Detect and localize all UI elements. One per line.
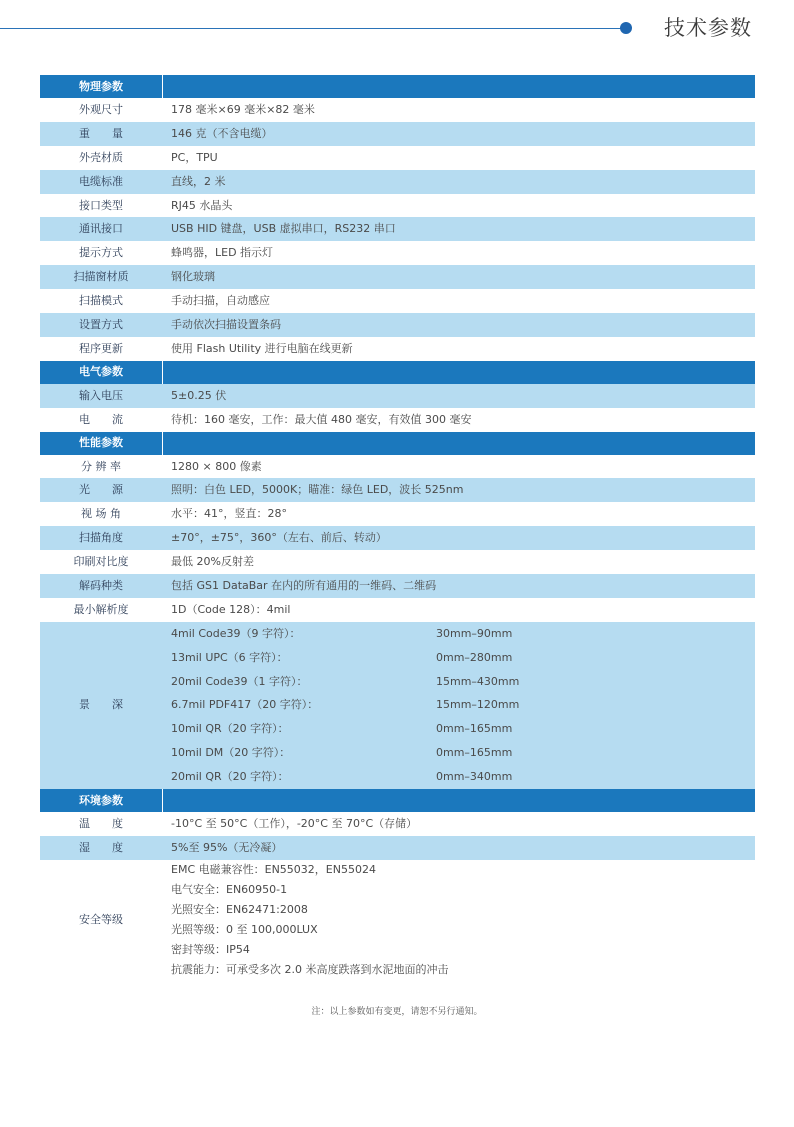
row-label: 扫描角度	[40, 526, 162, 550]
row-label: 电缆标准	[40, 170, 162, 194]
page-title: 技术参数	[664, 16, 752, 40]
header-rule	[0, 28, 622, 29]
table-row	[40, 98, 755, 122]
depth-code: 4mil Code39（9 字符）：	[171, 626, 301, 640]
safety-line: EMC 电磁兼容性：EN55032，EN55024	[171, 862, 376, 876]
table-row	[40, 812, 755, 836]
safety-line: 电气安全：EN60950-1	[171, 882, 288, 896]
row-label: 输入电压	[40, 384, 162, 408]
row-label: 扫描窗材质	[40, 265, 162, 289]
row-label: 外壳材质	[40, 146, 162, 170]
row-value: 146 克（不含电缆）	[163, 122, 755, 146]
depth-code: 10mil DM（20 字符）：	[171, 746, 291, 760]
table-row	[40, 550, 755, 574]
safety-row	[40, 860, 755, 980]
depth-item	[171, 693, 755, 717]
depth-range: 0mm–165mm	[436, 746, 513, 760]
row-value: 最低 20%反射差	[163, 550, 755, 574]
table-row	[40, 289, 755, 313]
safety-line: 光照安全：EN62471:2008	[171, 902, 308, 916]
row-value: 1280 × 800 像素	[163, 455, 755, 479]
footnote: 注：以上参数如有变更，请恕不另行通知。	[311, 1007, 483, 1017]
row-label: 通讯接口	[40, 217, 162, 241]
section-title: 物理参数	[40, 75, 162, 98]
table-row	[40, 836, 755, 860]
section-title: 性能参数	[40, 432, 162, 455]
row-label: 安全等级	[40, 860, 162, 980]
row-value: 手动依次扫描设置条码	[163, 313, 755, 337]
table-row	[40, 146, 755, 170]
depth-range: 30mm–90mm	[436, 626, 513, 640]
section-header-environment	[40, 789, 755, 812]
spec-table	[40, 75, 755, 980]
table-row	[40, 455, 755, 479]
depth-item	[171, 622, 755, 646]
row-label: 温 度	[40, 812, 162, 836]
row-value: PC，TPU	[163, 146, 755, 170]
depth-item	[171, 670, 755, 694]
depth-item	[171, 646, 755, 670]
safety-line: 光照等级：0 至 100,000LUX	[171, 922, 318, 936]
row-value: 178 毫米×69 毫米×82 毫米	[163, 98, 755, 122]
depth-code: 6.7mil PDF417（20 字符）：	[171, 698, 319, 712]
row-value: 1D（Code 128）：4mil	[163, 598, 755, 622]
table-row	[40, 502, 755, 526]
depth-code: 20mil QR（20 字符）：	[171, 770, 289, 784]
row-label: 接口类型	[40, 194, 162, 218]
row-value: 手动扫描，自动感应	[163, 289, 755, 313]
depth-range: 0mm–280mm	[436, 650, 513, 664]
section-header-electrical	[40, 361, 755, 384]
safety-line: 密封等级：IP54	[171, 942, 250, 956]
depth-range: 0mm–165mm	[436, 722, 513, 736]
row-label: 解码种类	[40, 574, 162, 598]
depth-code: 13mil UPC（6 字符）：	[171, 650, 288, 664]
depth-of-field-values	[163, 622, 755, 789]
depth-range: 15mm–120mm	[436, 698, 520, 712]
depth-of-field-row	[40, 622, 755, 789]
table-row	[40, 574, 755, 598]
section-title: 环境参数	[40, 789, 162, 812]
depth-item	[171, 741, 755, 765]
row-value: ±70°，±75°，360°（左右、前后、转动）	[163, 526, 755, 550]
row-label: 外观尺寸	[40, 98, 162, 122]
row-label: 光 源	[40, 478, 162, 502]
section-title: 电气参数	[40, 361, 162, 384]
row-value: 使用 Flash Utility 进行电脑在线更新	[163, 337, 755, 361]
table-row	[40, 598, 755, 622]
row-value: 待机：160 毫安，工作：最大值 480 毫安，有效值 300 毫安	[163, 408, 755, 432]
table-row	[40, 337, 755, 361]
row-value: 直线，2 米	[163, 170, 755, 194]
row-label: 分 辨 率	[40, 455, 162, 479]
depth-code: 20mil Code39（1 字符）：	[171, 674, 308, 688]
depth-range: 15mm–430mm	[436, 674, 520, 688]
safety-line: 抗震能力：可承受多次 2.0 米高度跌落到水泥地面的冲击	[171, 962, 449, 976]
depth-item	[171, 717, 755, 741]
row-value: 钢化玻璃	[163, 265, 755, 289]
row-label: 重 量	[40, 122, 162, 146]
row-label: 提示方式	[40, 241, 162, 265]
row-value: 包括 GS1 DataBar 在内的所有通用的一维码、二维码	[163, 574, 755, 598]
depth-range: 0mm–340mm	[436, 770, 513, 784]
header-dot	[620, 22, 632, 34]
section-header-physical	[40, 75, 755, 98]
table-row	[40, 241, 755, 265]
row-label: 程序更新	[40, 337, 162, 361]
row-label: 印刷对比度	[40, 550, 162, 574]
row-value: RJ45 水晶头	[163, 194, 755, 218]
table-row	[40, 384, 755, 408]
row-label: 视 场 角	[40, 502, 162, 526]
table-row	[40, 122, 755, 146]
row-label: 最小解析度	[40, 598, 162, 622]
row-label: 电 流	[40, 408, 162, 432]
table-row	[40, 170, 755, 194]
row-value: 水平：41°，竖直：28°	[163, 502, 755, 526]
depth-code: 10mil QR（20 字符）：	[171, 722, 289, 736]
row-value: -10°C 至 50°C（工作），-20°C 至 70°C（存储）	[163, 812, 755, 836]
row-label: 湿 度	[40, 836, 162, 860]
safety-values	[163, 860, 755, 980]
table-row	[40, 217, 755, 241]
table-row	[40, 408, 755, 432]
row-value: 5±0.25 伏	[163, 384, 755, 408]
table-row	[40, 265, 755, 289]
row-value: 照明：白色 LED，5000K；瞄准：绿色 LED，波长 525nm	[163, 478, 755, 502]
row-value: 5%至 95%（无冷凝）	[163, 836, 755, 860]
section-header-performance	[40, 432, 755, 455]
row-label: 景 深	[40, 622, 162, 789]
row-value: USB HID 键盘，USB 虚拟串口，RS232 串口	[163, 217, 755, 241]
table-row	[40, 313, 755, 337]
table-row	[40, 194, 755, 218]
row-label: 设置方式	[40, 313, 162, 337]
row-value: 蜂鸣器，LED 指示灯	[163, 241, 755, 265]
depth-item	[171, 765, 755, 789]
table-row	[40, 526, 755, 550]
table-row	[40, 478, 755, 502]
row-label: 扫描模式	[40, 289, 162, 313]
